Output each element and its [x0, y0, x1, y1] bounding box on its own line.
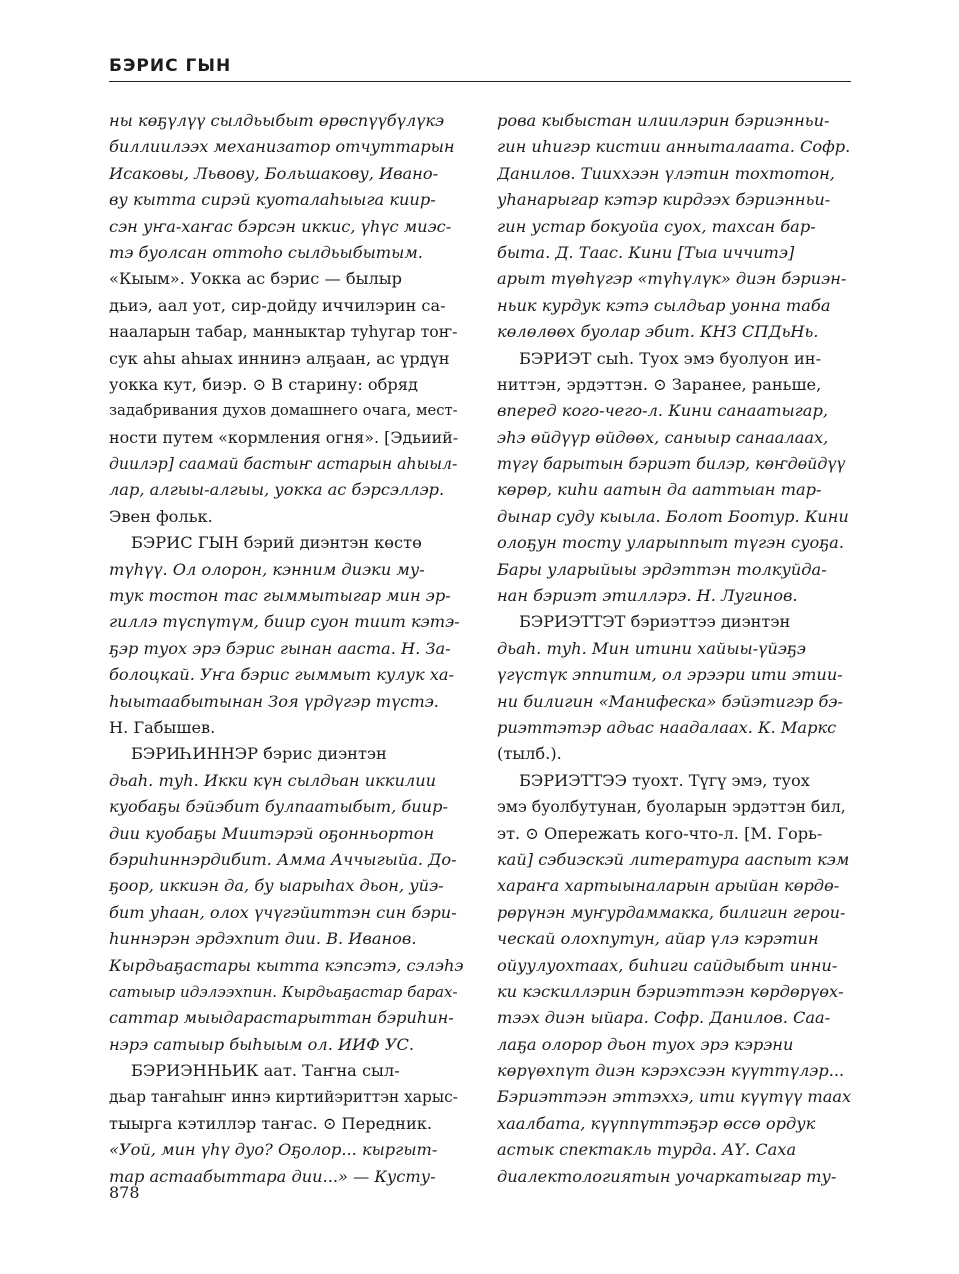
text-line: Н. Габышев.	[109, 717, 216, 737]
text-line: саттар мыыдарастарыттан бэриһин-	[109, 1008, 454, 1028]
text-line: арыт түөһүгэр «түһүлүк» диэн бэриэн-	[497, 269, 847, 289]
text-line: дьиэ, аал уот, сир-дойду иччилэрин са-	[109, 295, 446, 315]
text-line: ойуулуохтаах, биһиги сайдыбыт инни-	[497, 955, 838, 975]
entry-headword-line: БЭРИЭТТЭЭ туохт. Түгү эмэ, туох	[519, 770, 810, 790]
page-number: 878	[109, 1183, 140, 1202]
running-head: БЭРИС ГЫН	[109, 56, 232, 76]
text-line: диилэр] саамай бастыҥ астарын аһыыл-	[109, 454, 458, 474]
left-column	[109, 108, 463, 1190]
text-line: задабривания духов домашнего очага, мест-	[109, 402, 458, 420]
text-line: рөрүнэн муҥурдаммакка, билигин герои-	[497, 902, 846, 922]
text-line: бит уһаан, олох үчүгэйиттэн син бэри-	[109, 902, 457, 922]
text-line: олоҕун тосту уларыппыт түгэн суоҕа.	[497, 533, 844, 553]
text-line: сатыыр идэлээхпин. Кырдьаҕастар барах-	[109, 982, 458, 1001]
text-line: гиллэ түспүтүм, биир суон тиит кэтэ-	[109, 612, 460, 632]
text-line: түгү барытын бэриэт билэр, көҥдөйдүү	[497, 454, 846, 474]
text-line: кай] сэбиэскэй литература ааспыт кэм	[497, 849, 850, 869]
text-line: нэрэ сатыыр быһыым ол. ИИФ УС.	[109, 1034, 415, 1054]
text-line: уһанарыгар кэтэр кирдээх бэриэнньи-	[497, 190, 831, 210]
text-line: Исаковы, Львову, Большакову, Ивано-	[109, 163, 439, 183]
text-line: лар, алгыы-алгыы, уокка ас бэрсэллэр.	[109, 480, 445, 500]
text-line: ки кэскиллэрин бэриэттээн көрдөрүөх-	[497, 981, 844, 1001]
text-line: ны көҕүлүү сылдьыбыт өрөспүүбүлүкэ	[109, 111, 445, 130]
text-line: Эвен фольк.	[109, 506, 213, 526]
text-line: көлөлөөх буолар эбит. КНЗ СПДьНь.	[497, 322, 819, 342]
text-line: сук аһы аһыах иннинэ алҕаан, ас үрдүн	[109, 348, 450, 368]
text-line: хараҥа хартыыналарын арыйан көрдө-	[497, 876, 840, 896]
text-line: астык спектакль турда. АҮ. Саха	[497, 1140, 797, 1160]
text-line: быта. Д. Таас. Кини [Тыа иччитэ]	[497, 242, 795, 262]
text-line: көрүөхпүт диэн кэрэхсээн күүттүлэр...	[497, 1061, 845, 1081]
text-line: гин устар бокуойа суох, тахсан бар-	[497, 216, 816, 236]
text-line: тээх диэн ыйара. Софр. Данилов. Саа-	[497, 1008, 831, 1028]
text-line: нааларын табар, манныктар туһугар тоҥ-	[109, 322, 458, 342]
text-line: эмэ буолбутунан, буоларын эрдэттэн бил,	[497, 797, 846, 817]
text-line: эт. ⊙ Опережать кого-что-л. [М. Горь-	[497, 823, 823, 843]
text-line: лаҕа олорор дьон туох эрэ кэрэни	[497, 1034, 794, 1054]
entry-headword-line: БЭРИЭТ сыһ. Туох эмэ буолуон ин-	[519, 348, 822, 368]
text-line: Бары уларыйыы эрдэттэн толкуйда-	[497, 559, 827, 579]
text-line: түһүү. Ол олорон, кэнним диэки му-	[109, 559, 425, 579]
text-line: дьаһ. туһ. Икки күн сылдьан иккилии	[109, 770, 437, 790]
text-line: Данилов. Тииххээн үлэтин тохтотон,	[497, 163, 835, 183]
text-line: һиннэрэн эрдэхпит дии. В. Иванов.	[109, 929, 417, 949]
text-line: сэн уҥа-хаҥас бэрсэн иккис, үһүс миэс-	[109, 216, 452, 236]
text-line: рова кыбыстан илиилэрин бэриэнньи-	[497, 111, 830, 130]
text-line: тэ буолсан оттоһо сылдьыбытым.	[109, 242, 423, 262]
text-line: болоцкай. Уҥа бэрис гыммыт кулук ха-	[109, 665, 455, 685]
text-line: дьар таҥаһыҥ иннэ киртийэриттэн харыс-	[109, 1088, 458, 1107]
entry-headword-line: БЭРИҺИННЭР бэрис диэнтэн	[131, 744, 387, 764]
text-line: ҕоор, иккиэн да, бу ыарыһах дьон, уйэ-	[109, 876, 444, 896]
text-line: биллиилээх механизатор отчуттарын	[109, 137, 455, 157]
text-line: хаалбата, күүппүттэҕэр өссө ордук	[497, 1113, 816, 1133]
text-line: дии куобаҕы Миитэрэй оҕонньортон	[109, 823, 435, 843]
text-line: (тылб.).	[497, 744, 562, 764]
text-line: нан бэриэт этиллэрэ. Н. Лугинов.	[497, 586, 798, 606]
text-line: тар астаабыттара дии...» — Кусту-	[109, 1166, 436, 1186]
text-line: тыырга кэтиллэр таҥас. ⊙ Передник.	[109, 1113, 432, 1133]
text-line: «Кыым». Уокка ас бэрис — былыр	[109, 269, 402, 289]
text-line: «Уой, мин үһү дуо? Оҕолор... кыргыт-	[109, 1140, 438, 1160]
entry-headword-line: БЭРИС ГЫН бэрий диэнтэн көстө	[131, 533, 422, 553]
entry-headword-line: БЭРИЭННЬИК аат. Таҥна сыл-	[131, 1061, 400, 1081]
text-line: Бэриэттээн эттэххэ, ити күүтүү таах	[497, 1087, 851, 1107]
text-line: диалектологиятын уочаркатыгар ту-	[497, 1166, 837, 1186]
text-line: ческай олохпутун, айар үлэ кэрэтин	[497, 929, 819, 949]
text-line: дьаһ. туһ. Мин итини хайыы-үйэҕэ	[497, 638, 806, 658]
text-line: үгүстүк эппитим, ол эрээри ити этии-	[497, 665, 843, 685]
text-line: ньик курдук кэтэ сылдьар уонна таба	[497, 295, 831, 315]
text-line: Кырдьаҕастары кытта кэпсэтэ, сэлэһэ	[109, 955, 463, 975]
text-line: ниттэн, эрдэттэн. ⊙ Заранее, раньше,	[497, 374, 822, 394]
text-line: ву кытта сирэй куоталаһыыга киир-	[109, 190, 436, 210]
text-line: уокка кут, биэр. ⊙ В старину: обряд	[109, 374, 418, 394]
text-line: гин иһигэр кистии анныталаата. Софр.	[497, 137, 851, 157]
text-line: ности путем «кормления огня». [Эдьиий-	[109, 427, 459, 447]
text-line: бэриһиннэрдибит. Амма Аччыгыйа. До-	[109, 849, 457, 869]
text-line: дынар суду кыыла. Болот Боотур. Кини	[497, 506, 849, 526]
text-line: куобаҕы бэйэбит булпаатыбыт, биир-	[109, 797, 448, 817]
header-rule	[109, 81, 851, 82]
text-line: эһэ өйдүүр өйдөөх, саныыр санаалаах,	[497, 427, 829, 447]
text-line: һыытаабытынан Зоя үрдүгэр түстэ.	[109, 691, 439, 711]
entry-headword-line: БЭРИЭТТЭТ бэриэттээ диэнтэн	[519, 612, 791, 632]
text-line: ни билигин «Манифеска» бэйэтигэр бэ-	[497, 691, 843, 711]
text-line: көрөр, киһи аатын да ааттыан тар-	[497, 480, 822, 500]
text-line: вперед кого-чего-л. Кини санаатыгар,	[497, 401, 828, 421]
text-line: риэттэтэр адьас наадалаах. К. Маркс	[497, 717, 837, 737]
text-line: ҕэр туох эрэ бэрис гынан ааста. Н. За-	[109, 638, 451, 658]
right-column	[497, 108, 851, 1190]
text-line: тук тостон тас гыммытыгар мин эр-	[109, 586, 451, 606]
